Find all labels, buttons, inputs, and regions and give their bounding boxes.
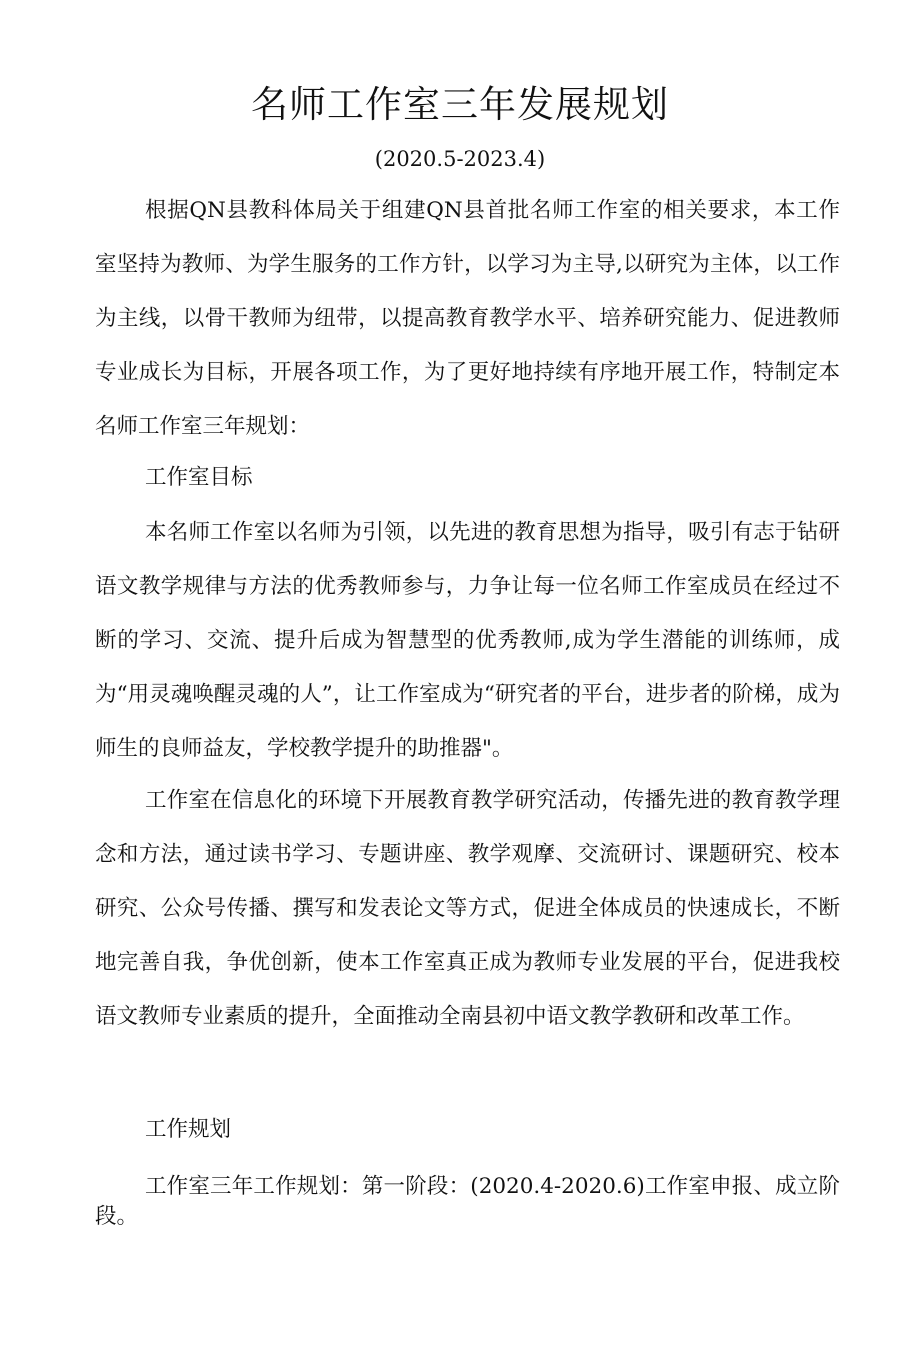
- goals-paragraph-2: 工作室在信息化的环境下开展教育教学研究活动，传播先进的教育教学理念和方法，通过读书学习、专题讲座、教学观摩、交流研讨、课题研究、校本研究、公众号传播、撰写和发表论文等方式，促进全体成员的快速成长，不断地完善自我，争优创新，使本工作室真正成为教师专业发展的平台，促进我校语文教师专业素质的提升，全面推动全南县初中语文教学教研和改革工作。: [95, 788, 840, 1029]
- date-range: (2020.5-2023.4): [374, 147, 546, 171]
- intro-paragraph: 根据QN县教科体局关于组建QN县首批名师工作室的相关要求，本工作室坚持为教师、为学生服务的工作方针，以学习为主导,以研究为主体，以工作为主线，以骨干教师为纽带，以提高教育教学水平、培养研究能力、促进教师专业成长为目标，开展各项工作，为了更好地持续有序地开展工作，特制定本名师工作室三年规划：: [95, 198, 840, 439]
- section-heading-plan: 工作规划: [145, 1117, 232, 1142]
- document-title: 名师工作室三年发展规划: [251, 83, 669, 126]
- plan-paragraph-1: 工作室三年工作规划：第一阶段：(2020.4-2020.6)工作室申报、成立阶段。: [95, 1174, 840, 1229]
- section-heading-goals: 工作室目标: [145, 465, 253, 490]
- goals-paragraph-1: 本名师工作室以名师为引领，以先进的教育思想为指导，吸引有志于钻研语文教学规律与方法的优秀教师参与，力争让每一位名师工作室成员在经过不断的学习、交流、提升后成为智慧型的优秀教师,成为学生潜能的训练师，成为“用灵魂唤醒灵魂的人”，让工作室成为“研究者的平台，进步者的阶梯，成为师生的良师益友，学校教学提升的助推器"。: [95, 520, 840, 761]
